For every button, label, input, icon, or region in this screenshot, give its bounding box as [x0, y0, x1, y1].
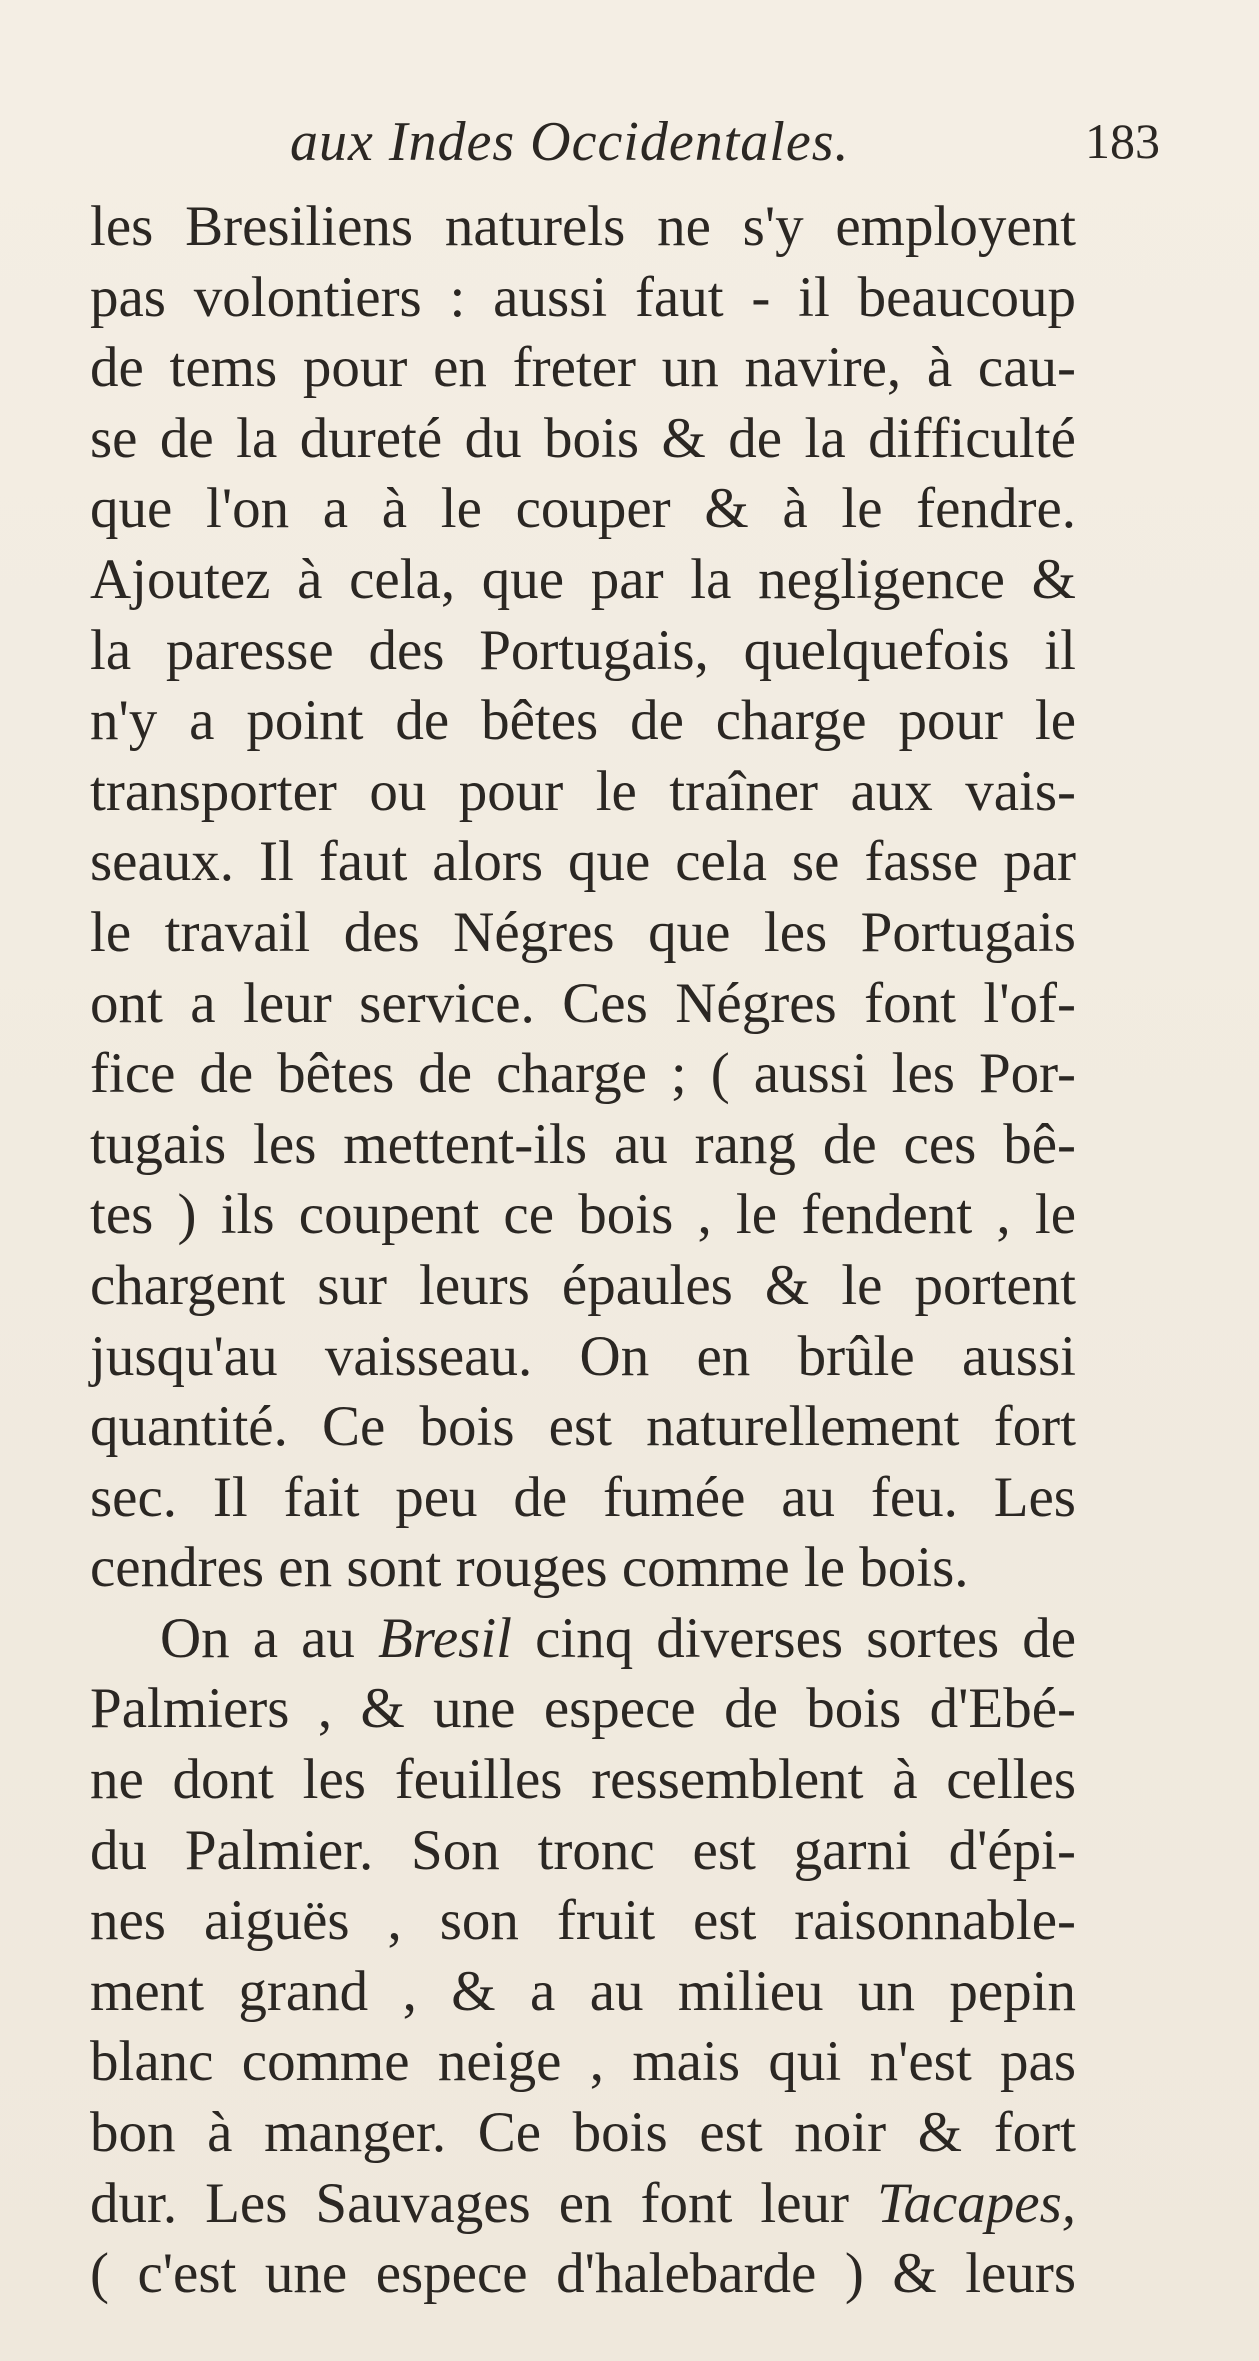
- text-line: quantité. Ce bois est naturellement fort: [90, 1395, 1076, 1459]
- text-line: bon à manger. Ce bois est noir & fort: [90, 2101, 1076, 2165]
- text-line: les Bresiliens naturels ne s'y employent: [90, 195, 1076, 258]
- text-line: que l'on a à le couper & à le fendre.: [90, 477, 1076, 541]
- text-line: n'y a point de bêtes de charge pour le: [90, 689, 1076, 753]
- text-line: [90, 1604, 1076, 1675]
- text-span: cinq diverses sortes de: [512, 1606, 1077, 1670]
- text-line: chargent sur leurs épaules & le portent: [90, 1253, 1076, 1317]
- text-line: cendres en sont rouges comme le bois.: [90, 1536, 969, 1600]
- text-line: sec. Il fait peu de fumée au feu. Les: [90, 1465, 1076, 1529]
- text-line: ne dont les feuilles ressemblent à celles: [90, 1748, 1076, 1812]
- page-header: [290, 110, 1160, 190]
- text-line: se de la dureté du bois & de la difficulté: [90, 406, 1076, 470]
- running-head: aux Indes Occidentales.: [290, 111, 850, 173]
- text-line: du Palmier. Son tronc est garni d'épi-: [90, 1818, 1076, 1882]
- text-line: ont a leur service. Ces Négres font l'of-: [90, 971, 1076, 1035]
- italic-word: Tacapes,: [877, 2171, 1076, 2235]
- text-line: le travail des Négres que les Portugais: [90, 900, 1076, 964]
- text-line: blanc comme neige , mais qui n'est pas: [90, 2030, 1076, 2094]
- page-number: 183: [1085, 113, 1160, 169]
- text-line: pas volontiers : aussi faut - il beaucoup: [90, 265, 1076, 329]
- text-line: jusqu'au vaisseau. On en brûle aussi: [90, 1324, 1076, 1388]
- text-line: [90, 2169, 1076, 2240]
- text-line: de tems pour en freter un navire, à cau-: [90, 336, 1076, 400]
- text-span: dur. Les Sauvages en font leur: [90, 2171, 877, 2235]
- text-line: seaux. Il faut alors que cela se fasse par: [90, 830, 1076, 894]
- text-line: fice de bêtes de charge ; ( aussi les Por-: [90, 1042, 1076, 1106]
- text-span: On a au: [160, 1606, 378, 1670]
- italic-word: Bresil: [377, 1606, 513, 1670]
- text-line: Palmiers , & une espece de bois d'Ebé-: [90, 1677, 1076, 1741]
- text-line: ment grand , & a au milieu un pepin: [90, 1959, 1076, 2023]
- text-line: tugais les mettent-ils au rang de ces bê-: [90, 1112, 1076, 1176]
- text-line: la paresse des Portugais, quelquefois il: [90, 618, 1076, 682]
- text-line: tes ) ils coupent ce bois , le fendent , le: [90, 1183, 1076, 1247]
- text-line: ( c'est une espece d'halebarde ) & leurs: [90, 2242, 1076, 2306]
- body-text: [90, 192, 1076, 2310]
- text-line: nes aiguës , son fruit est raisonnable-: [90, 1889, 1076, 1953]
- text-line: transporter ou pour le traîner aux vais-: [90, 759, 1076, 823]
- text-line: Ajoutez à cela, que par la negligence &: [90, 547, 1076, 611]
